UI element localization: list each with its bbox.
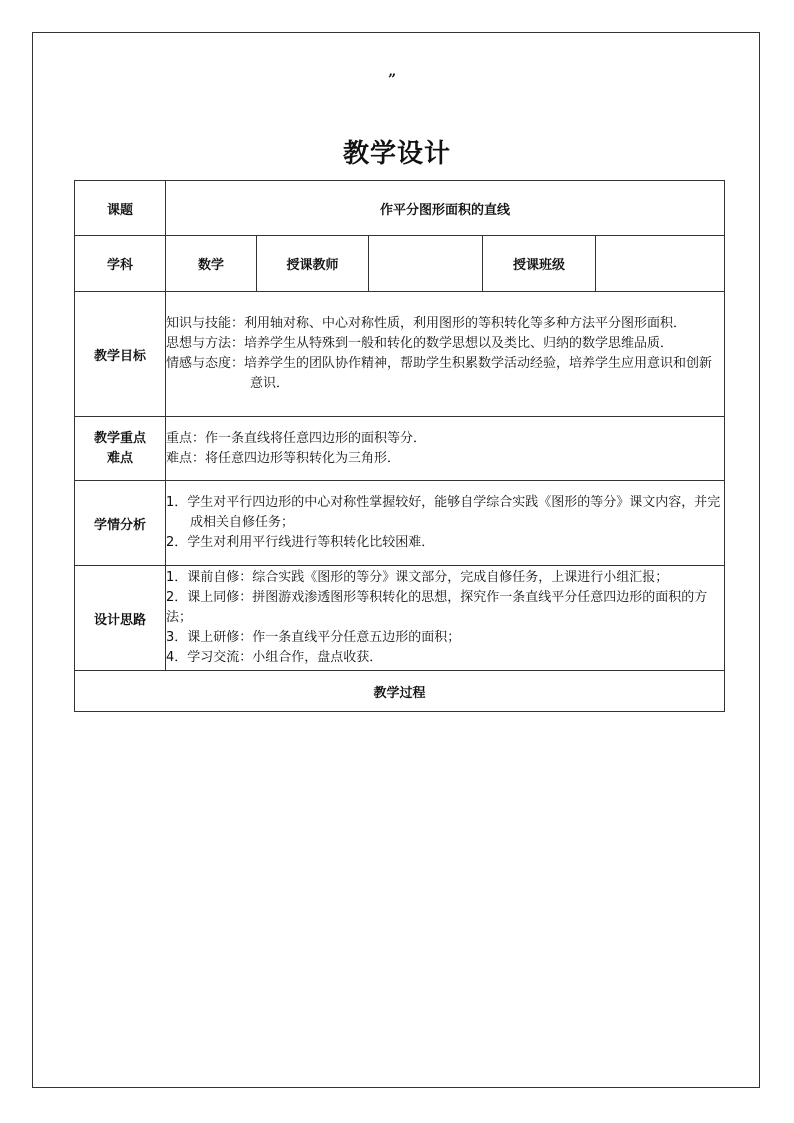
design-item: 4．学习交流：小组合作，盘点收获． [166,650,383,665]
subject-value: 数学 [166,236,257,292]
keypoint-difficulty: 难点：将任意四边形等积转化为三角形． [166,450,401,466]
analysis-item: 2．学生对利用平行线进行等积转化比较困难． [166,535,435,550]
class-label: 授课班级 [483,236,596,292]
keypoints-content [166,417,725,481]
subject-label: 学科 [75,236,166,292]
teacher-value[interactable] [369,236,483,292]
design-item: 1．课前自修：综合实践《图形的等分》课文部分，完成自修任务，上课进行小组汇报； [166,570,669,585]
class-value[interactable] [596,236,725,292]
goal-method: 思想与方法：培养学生从特殊到一般和转化的数学思想以及类比、归纳的数学思维品质． [166,336,674,351]
design-item: 3．课上研修：作一条直线平分任意五边形的面积； [166,630,461,645]
keypoints-label-line2: 难点 [106,450,133,466]
goals-row [75,292,725,417]
keypoints-row [75,417,725,481]
keypoints-label-line1: 教学重点 [93,430,146,446]
keypoint-focus: 重点：作一条直线将任意四边形的面积等分． [166,430,427,446]
analysis-item: 1．学生对平行四边形的中心对称性掌握较好，能够自学综合实践《图形的等分》课文内容，并完成相关自修任务； [166,495,721,530]
analysis-label: 学情分析 [75,481,166,566]
topic-label: 课题 [75,181,166,236]
design-item: 2．课上同修：拼图游戏渗透图形等积转化的思想，探究作一条直线平分任意四边形的面积的方法； [166,590,708,625]
page-title: 教学设计 [342,139,451,169]
analysis-row [75,481,725,566]
analysis-content [166,481,725,566]
design-label: 设计思路 [75,566,166,671]
lesson-design-table [74,180,725,712]
process-header: 教学过程 [75,671,725,712]
process-row [75,671,725,712]
design-row [75,566,725,671]
goal-attitude: 情感与态度：培养学生的团队协作精神，帮助学生积累数学活动经验，培养学生应用意识和创新意识． [166,356,713,391]
topic-value: 作平分图形面积的直线 [166,181,725,236]
design-content [166,566,725,671]
keypoints-label [75,417,166,481]
teacher-label: 授课教师 [257,236,369,292]
subject-row [75,236,725,292]
goals-content [166,292,725,417]
topic-row [75,181,725,236]
goal-knowledge: 知识与技能：利用轴对称、中心对称性质，利用图形的等积转化等多种方法平分图形面积． [166,316,687,331]
quote-mark: ” [388,72,397,88]
goals-label: 教学目标 [75,292,166,417]
